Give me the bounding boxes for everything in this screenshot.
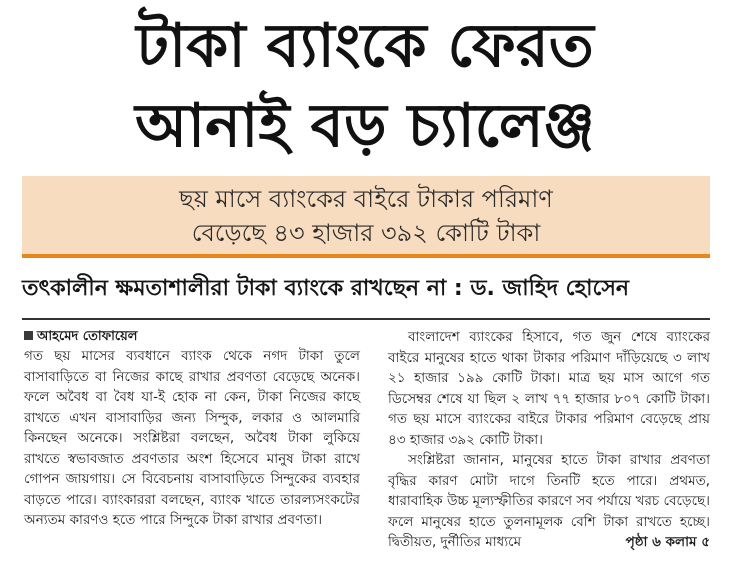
article-paragraph: গত ছয় মাসের ব্যবধানে ব্যাংক থেকে নগদ টাকা তুলে বাসাবাড়িতে বা নিজের কাছে রাখার প্রবণতা বেড়েছে অনেক। ফলে অবৈধ বা বৈধ যা-ই হোক না কেন, টাকা নিজের কাছে রাখতে এখন বাসাবাড়ির জন্য সিন্দুক, লকার ও আলমারি কিনছেন অনেকে। সংশ্লিষ্টরা বলছেন, অবৈধ টাকা লুকিয়ে রাখতে স্বভাবজাত প্রবণতার অংশ হিসেবে মানুষ টাকা রাখে গোপন জায়গায়। সে বিবেচনায় বাসাবাড়িতে সিন্দুকের ব্যবহার বাড়তে পারে। ব্যাংকাররা বলছেন, ব্যাংক খাতে তারল্যসংকটের অন্যতম কারণও হতে পারে সিন্দুকে টাকা রাখার প্রবণতা। bbox=[24, 348, 360, 528]
article-column-right bbox=[388, 327, 710, 553]
article-paragraph: বাংলাদেশ ব্যাংকের হিসাবে, গত জুন শেষে ব্যাংকের বাইরে মানুষের হাতে থাকা টাকার পরিমাণ দাঁড়িয়েছে ৩ লাখ ২১ হাজার ১৯৯ কোটি টাকা। মাত্র ছয় মাস আগে গত ডিসেম্বর শেষে যা ছিল ২ লাখ ৭৭ হাজার ৮০৭ কোটি টাকা। গত ছয় মাসে ব্যাংকের বাইরে টাকার পরিমাণ বেড়েছে প্রায় ৪৩ হাজার ৩৯২ কোটি টাকা। bbox=[388, 329, 710, 448]
byline-author: আহমেদ তোফায়েল bbox=[37, 329, 138, 344]
continuation-jump: পৃষ্ঠা ৬ কলাম ৫ bbox=[625, 534, 710, 550]
headline-line-1: টাকা ব্যাংকে ফেরত bbox=[136, 11, 594, 81]
subheadline-line-2: বেড়েছে ৪৩ হাজার ৩৯২ কোটি টাকা bbox=[191, 219, 541, 247]
byline-square-icon bbox=[24, 331, 33, 340]
section-divider bbox=[22, 318, 710, 320]
byline bbox=[24, 328, 137, 346]
article-paragraph bbox=[388, 450, 710, 553]
subheadline-line-1: ছয় মাসে ব্যাংকের বাইরে টাকার পরিমাণ bbox=[179, 185, 553, 213]
pull-quote: তৎকালীন ক্ষমতাশালীরা টাকা ব্যাংকে রাখছেন না : ড. জাহিদ হোসেন bbox=[22, 276, 630, 301]
article-column-left bbox=[24, 346, 360, 531]
subheadline-box bbox=[22, 176, 710, 258]
headline-line-2: আনাই বড় চ্যালেঞ্জ bbox=[135, 91, 595, 161]
article-paragraph-text: সংশ্লিষ্টরা জানান, মানুষের হাতে টাকা রাখার প্রবণতা বৃদ্ধির কারণ মোটা দাগে তিনটি হতে পারে। প্রথমত, ধারাবাহিক উচ্চ মূল্যস্ফীতির কারণে সব পর্যায়ে খরচ বেড়েছে। ফলে মানুষের হাতে তুলনামূলক বেশি টাকা রাখতে হচ্ছে। দ্বিতীয়ত, দুর্নীতির মাধ্যমে bbox=[388, 452, 710, 550]
